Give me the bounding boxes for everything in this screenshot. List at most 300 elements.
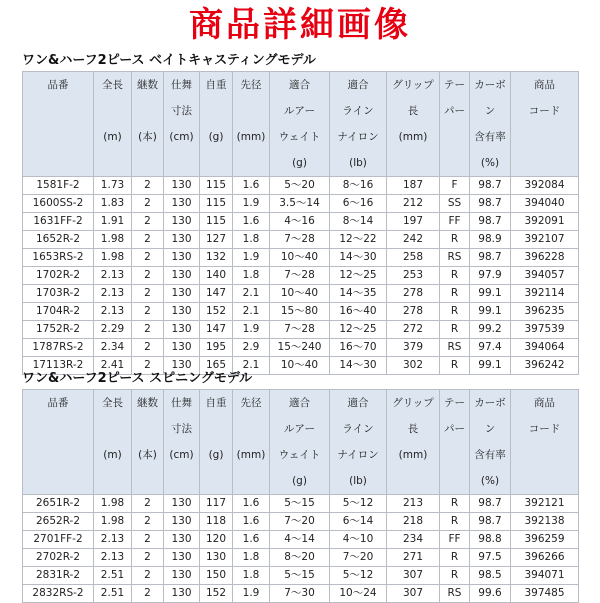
- cell-model: 1600SS-2: [23, 195, 94, 213]
- header-line: 寸法: [171, 105, 192, 117]
- cell-line-nylon: 16〜40: [330, 303, 387, 321]
- cell-lure-weight: 7〜20: [270, 513, 330, 531]
- header-line: 全長: [102, 397, 123, 409]
- table-row: [23, 567, 579, 585]
- header-line: パー: [444, 423, 465, 435]
- cell-tip-diameter: 2.1: [233, 357, 270, 375]
- cell-tip-diameter: 1.8: [233, 267, 270, 285]
- cell-tip-diameter: 1.9: [233, 321, 270, 339]
- cell-weight: 195: [200, 339, 233, 357]
- header-weight: [200, 390, 233, 495]
- header-line: [387, 468, 439, 494]
- cell-carbon: 98.8: [470, 531, 511, 549]
- header-grip-length: [387, 390, 440, 495]
- header-line: [132, 150, 163, 176]
- header-line: [200, 98, 232, 124]
- cell-lure-weight: 3.5〜14: [270, 195, 330, 213]
- header-line: [23, 416, 93, 442]
- cell-product-code: 397485: [511, 585, 579, 603]
- cell-carbon: 98.7: [470, 495, 511, 513]
- header-line: (g): [208, 131, 224, 143]
- header-line: (mm): [398, 449, 428, 461]
- header-line: (g): [292, 475, 307, 487]
- header-line: 寸法: [171, 423, 192, 435]
- cell-model: 2652R-2: [23, 513, 94, 531]
- cell-weight: 147: [200, 285, 233, 303]
- table-row: [23, 303, 579, 321]
- header-line: [23, 124, 93, 150]
- cell-taper: RS: [440, 249, 470, 267]
- header-pieces: [132, 390, 164, 495]
- cell-line-nylon: 12〜25: [330, 321, 387, 339]
- cell-tip-diameter: 1.8: [233, 567, 270, 585]
- cell-length: 1.98: [94, 231, 132, 249]
- cell-weight: 147: [200, 321, 233, 339]
- cell-pieces: 2: [132, 549, 164, 567]
- header-line: [132, 98, 163, 124]
- table-body: [23, 495, 579, 603]
- cell-grip-length: 197: [387, 213, 440, 231]
- cell-tip-diameter: 2.1: [233, 303, 270, 321]
- cell-line-nylon: 5〜12: [330, 567, 387, 585]
- cell-model: 1752R-2: [23, 321, 94, 339]
- cell-model: 1652R-2: [23, 231, 94, 249]
- cell-length: 1.91: [94, 213, 132, 231]
- cell-tip-diameter: 1.6: [233, 513, 270, 531]
- cell-model: 1653RS-2: [23, 249, 94, 267]
- header-line: [23, 468, 93, 494]
- header-line: 商品: [534, 397, 555, 409]
- cell-taper: R: [440, 495, 470, 513]
- cell-closed-length: 130: [164, 231, 200, 249]
- cell-grip-length: 272: [387, 321, 440, 339]
- cell-grip-length: 212: [387, 195, 440, 213]
- cell-lure-weight: 4〜16: [270, 213, 330, 231]
- cell-weight: 130: [200, 549, 233, 567]
- cell-pieces: 2: [132, 321, 164, 339]
- header-line: ライン: [342, 105, 374, 117]
- cell-grip-length: 302: [387, 357, 440, 375]
- header-line: (mm): [398, 131, 428, 143]
- header-line: 全長: [102, 79, 123, 91]
- cell-line-nylon: 6〜14: [330, 513, 387, 531]
- cell-pieces: 2: [132, 267, 164, 285]
- header-row: [23, 72, 579, 177]
- header-line: [200, 468, 232, 494]
- cell-taper: F: [440, 177, 470, 195]
- cell-carbon: 99.2: [470, 321, 511, 339]
- header-line: (m): [103, 131, 122, 143]
- cell-length: 1.83: [94, 195, 132, 213]
- header-line: [440, 150, 469, 176]
- cell-weight: 152: [200, 585, 233, 603]
- cell-closed-length: 130: [164, 549, 200, 567]
- cell-product-code: 392121: [511, 495, 579, 513]
- cell-model: 1581F-2: [23, 177, 94, 195]
- header-carbon: [470, 72, 511, 177]
- cell-length: 1.98: [94, 513, 132, 531]
- cell-weight: 150: [200, 567, 233, 585]
- header-line: [511, 150, 578, 176]
- cell-carbon: 98.7: [470, 213, 511, 231]
- cell-product-code: 392138: [511, 513, 579, 531]
- header-line: 品番: [47, 79, 69, 91]
- header-line: コード: [528, 423, 561, 435]
- header-line: 自重: [205, 79, 227, 91]
- cell-product-code: 392091: [511, 213, 579, 231]
- header-line: ナイロン: [337, 449, 379, 461]
- header-line: テー: [444, 79, 465, 91]
- cell-pieces: 2: [132, 177, 164, 195]
- cell-lure-weight: 7〜28: [270, 267, 330, 285]
- header-line: ウェイト: [278, 449, 321, 461]
- header-line: [23, 150, 93, 176]
- header-line: [511, 442, 578, 468]
- header-line: 長: [407, 423, 419, 435]
- cell-lure-weight: 7〜28: [270, 321, 330, 339]
- cell-model: 2701FF-2: [23, 531, 94, 549]
- header-line: パー: [444, 105, 465, 117]
- cell-closed-length: 130: [164, 357, 200, 375]
- table-row: [23, 213, 579, 231]
- header-length: [94, 72, 132, 177]
- cell-length: 2.13: [94, 531, 132, 549]
- cell-model: 2651R-2: [23, 495, 94, 513]
- header-line: 先径: [240, 397, 262, 409]
- header-line: [440, 468, 469, 494]
- cell-carbon: 99.1: [470, 303, 511, 321]
- page-title: 商品詳細画像: [189, 5, 411, 45]
- table-row: [23, 321, 579, 339]
- cell-carbon: 98.7: [470, 513, 511, 531]
- cell-pieces: 2: [132, 495, 164, 513]
- cell-pieces: 2: [132, 339, 164, 357]
- cell-taper: RS: [440, 585, 470, 603]
- cell-lure-weight: 7〜30: [270, 585, 330, 603]
- cell-pieces: 2: [132, 585, 164, 603]
- cell-line-nylon: 10〜24: [330, 585, 387, 603]
- header-line: [164, 468, 199, 494]
- cell-weight: 115: [200, 213, 233, 231]
- header-line: (%): [480, 157, 500, 169]
- header-line: 継数: [137, 79, 158, 91]
- cell-tip-diameter: 1.9: [233, 195, 270, 213]
- header-line: [132, 468, 163, 494]
- header-line: (g): [292, 157, 307, 169]
- cell-grip-length: 278: [387, 285, 440, 303]
- section-title-spinning: ワン&ハーフ2ピース スピニングモデル: [22, 371, 253, 386]
- cell-closed-length: 130: [164, 567, 200, 585]
- cell-model: 2831R-2: [23, 567, 94, 585]
- header-line: [132, 416, 163, 442]
- cell-closed-length: 130: [164, 195, 200, 213]
- cell-weight: 165: [200, 357, 233, 375]
- table-row: [23, 285, 579, 303]
- header-line: カーボ: [474, 79, 506, 91]
- cell-lure-weight: 7〜28: [270, 231, 330, 249]
- header-line: カーボ: [474, 397, 506, 409]
- cell-carbon: 98.7: [470, 249, 511, 267]
- header-line: [23, 442, 93, 468]
- header-line: (cm): [169, 131, 194, 143]
- table-row: [23, 339, 579, 357]
- cell-closed-length: 130: [164, 213, 200, 231]
- cell-product-code: 392107: [511, 231, 579, 249]
- cell-grip-length: 307: [387, 567, 440, 585]
- cell-tip-diameter: 1.9: [233, 585, 270, 603]
- cell-length: 1.73: [94, 177, 132, 195]
- header-line: [23, 98, 93, 124]
- header-length: [94, 390, 132, 495]
- header-carbon: [470, 390, 511, 495]
- cell-carbon: 99.1: [470, 285, 511, 303]
- header-line: ライン: [342, 423, 374, 435]
- cell-line-nylon: 6〜16: [330, 195, 387, 213]
- cell-pieces: 2: [132, 357, 164, 375]
- cell-tip-diameter: 1.8: [233, 549, 270, 567]
- header-line: [94, 416, 131, 442]
- header-line: ン: [484, 105, 496, 117]
- header-line: 適合: [289, 79, 310, 91]
- header-lure-weight: [270, 390, 330, 495]
- cell-carbon: 97.9: [470, 267, 511, 285]
- header-line: 仕舞: [171, 79, 192, 91]
- header-line: (cm): [169, 449, 194, 461]
- cell-taper: FF: [440, 213, 470, 231]
- cell-model: 1702R-2: [23, 267, 94, 285]
- cell-length: 2.13: [94, 267, 132, 285]
- header-line: 商品: [534, 79, 555, 91]
- table-row: [23, 177, 579, 195]
- header-line: ルアー: [283, 423, 316, 435]
- header-line: (mm): [236, 449, 266, 461]
- header-line: グリップ: [392, 79, 434, 91]
- cell-grip-length: 218: [387, 513, 440, 531]
- header-line: (m): [103, 449, 122, 461]
- cell-product-code: 394064: [511, 339, 579, 357]
- header-line: テー: [444, 397, 465, 409]
- cell-model: 1787RS-2: [23, 339, 94, 357]
- header-line: [511, 124, 578, 150]
- cell-closed-length: 130: [164, 267, 200, 285]
- header-line: ルアー: [283, 105, 316, 117]
- header-weight: [200, 72, 233, 177]
- header-taper: [440, 72, 470, 177]
- cell-pieces: 2: [132, 285, 164, 303]
- cell-weight: 118: [200, 513, 233, 531]
- spec-table-baitcasting: [22, 71, 579, 375]
- cell-line-nylon: 8〜14: [330, 213, 387, 231]
- header-line: 品番: [47, 397, 69, 409]
- cell-taper: R: [440, 357, 470, 375]
- cell-line-nylon: 12〜22: [330, 231, 387, 249]
- table-row: [23, 495, 579, 513]
- table-row: [23, 549, 579, 567]
- cell-length: 2.51: [94, 567, 132, 585]
- header-line: 仕舞: [171, 397, 192, 409]
- header-line: 先径: [240, 79, 262, 91]
- cell-line-nylon: 14〜30: [330, 249, 387, 267]
- header-line: (本): [138, 449, 157, 461]
- header-closed-length: [164, 72, 200, 177]
- cell-lure-weight: 4〜14: [270, 531, 330, 549]
- section-title-baitcasting: ワン&ハーフ2ピース ベイトキャスティングモデル: [22, 53, 316, 68]
- cell-lure-weight: 10〜40: [270, 357, 330, 375]
- cell-tip-diameter: 1.6: [233, 495, 270, 513]
- header-line: (lb): [349, 157, 367, 169]
- header-line-nylon: [330, 390, 387, 495]
- cell-product-code: 394040: [511, 195, 579, 213]
- table-row: [23, 249, 579, 267]
- cell-line-nylon: 5〜12: [330, 495, 387, 513]
- header-line: [200, 150, 232, 176]
- header-line-nylon: [330, 72, 387, 177]
- cell-product-code: 396228: [511, 249, 579, 267]
- header-tip-diameter: [233, 72, 270, 177]
- cell-closed-length: 130: [164, 303, 200, 321]
- cell-product-code: 397539: [511, 321, 579, 339]
- cell-tip-diameter: 1.6: [233, 213, 270, 231]
- cell-line-nylon: 8〜16: [330, 177, 387, 195]
- cell-product-code: 396235: [511, 303, 579, 321]
- header-model: [23, 72, 94, 177]
- header-line: ウェイト: [278, 131, 321, 143]
- cell-grip-length: 242: [387, 231, 440, 249]
- cell-model: 2832RS-2: [23, 585, 94, 603]
- cell-closed-length: 130: [164, 531, 200, 549]
- cell-taper: R: [440, 321, 470, 339]
- cell-pieces: 2: [132, 249, 164, 267]
- header-line: 適合: [347, 79, 369, 91]
- spec-table-spinning: [22, 389, 579, 603]
- cell-lure-weight: 5〜15: [270, 567, 330, 585]
- header-line: [233, 98, 269, 124]
- header-line: グリップ: [392, 397, 434, 409]
- header-line: (g): [208, 449, 224, 461]
- cell-grip-length: 278: [387, 303, 440, 321]
- header-closed-length: [164, 390, 200, 495]
- cell-taper: SS: [440, 195, 470, 213]
- cell-grip-length: 307: [387, 585, 440, 603]
- cell-taper: RS: [440, 339, 470, 357]
- cell-taper: R: [440, 567, 470, 585]
- header-line: 継数: [137, 397, 158, 409]
- cell-grip-length: 234: [387, 531, 440, 549]
- header-taper: [440, 390, 470, 495]
- cell-pieces: 2: [132, 531, 164, 549]
- cell-tip-diameter: 1.6: [233, 531, 270, 549]
- cell-taper: R: [440, 285, 470, 303]
- cell-weight: 115: [200, 177, 233, 195]
- cell-lure-weight: 15〜240: [270, 339, 330, 357]
- cell-lure-weight: 5〜15: [270, 495, 330, 513]
- header-line: [440, 124, 469, 150]
- header-line: 自重: [205, 397, 227, 409]
- cell-carbon: 99.1: [470, 357, 511, 375]
- header-line: 適合: [347, 397, 369, 409]
- header-line: [94, 150, 131, 176]
- cell-product-code: 392084: [511, 177, 579, 195]
- cell-model: 2702R-2: [23, 549, 94, 567]
- cell-grip-length: 187: [387, 177, 440, 195]
- cell-weight: 127: [200, 231, 233, 249]
- cell-weight: 140: [200, 267, 233, 285]
- cell-taper: R: [440, 303, 470, 321]
- cell-weight: 152: [200, 303, 233, 321]
- cell-line-nylon: 7〜20: [330, 549, 387, 567]
- cell-tip-diameter: 1.8: [233, 231, 270, 249]
- header-line: (mm): [236, 131, 266, 143]
- cell-tip-diameter: 2.1: [233, 285, 270, 303]
- header-line: [233, 468, 269, 494]
- table-row: [23, 513, 579, 531]
- cell-length: 2.51: [94, 585, 132, 603]
- cell-taper: R: [440, 513, 470, 531]
- cell-closed-length: 130: [164, 513, 200, 531]
- header-pieces: [132, 72, 164, 177]
- cell-carbon: 97.4: [470, 339, 511, 357]
- cell-tip-diameter: 1.6: [233, 177, 270, 195]
- cell-length: 1.98: [94, 495, 132, 513]
- cell-tip-diameter: 1.9: [233, 249, 270, 267]
- cell-taper: R: [440, 549, 470, 567]
- table-row: [23, 195, 579, 213]
- cell-lure-weight: 8〜20: [270, 549, 330, 567]
- cell-closed-length: 130: [164, 249, 200, 267]
- cell-taper: R: [440, 267, 470, 285]
- cell-lure-weight: 10〜40: [270, 285, 330, 303]
- cell-grip-length: 379: [387, 339, 440, 357]
- cell-product-code: 394057: [511, 267, 579, 285]
- header-line: 適合: [289, 397, 310, 409]
- cell-grip-length: 213: [387, 495, 440, 513]
- cell-length: 2.29: [94, 321, 132, 339]
- cell-line-nylon: 12〜25: [330, 267, 387, 285]
- header-line: 含有率: [474, 131, 506, 143]
- cell-model: 1704R-2: [23, 303, 94, 321]
- header-grip-length: [387, 72, 440, 177]
- cell-length: 2.13: [94, 549, 132, 567]
- cell-line-nylon: 14〜30: [330, 357, 387, 375]
- cell-pieces: 2: [132, 513, 164, 531]
- cell-closed-length: 130: [164, 321, 200, 339]
- header-line: ナイロン: [337, 131, 379, 143]
- cell-product-code: 394071: [511, 567, 579, 585]
- cell-taper: FF: [440, 531, 470, 549]
- header-product-code: [511, 390, 579, 495]
- header-line: [94, 98, 131, 124]
- cell-line-nylon: 4〜10: [330, 531, 387, 549]
- header-line: 長: [407, 105, 419, 117]
- cell-carbon: 98.9: [470, 231, 511, 249]
- header-product-code: [511, 72, 579, 177]
- cell-tip-diameter: 2.9: [233, 339, 270, 357]
- cell-lure-weight: 5〜20: [270, 177, 330, 195]
- cell-weight: 115: [200, 195, 233, 213]
- header-line: 含有率: [474, 449, 506, 461]
- cell-length: 1.98: [94, 249, 132, 267]
- cell-product-code: 396266: [511, 549, 579, 567]
- cell-pieces: 2: [132, 303, 164, 321]
- cell-carbon: 99.6: [470, 585, 511, 603]
- cell-closed-length: 130: [164, 585, 200, 603]
- cell-line-nylon: 16〜70: [330, 339, 387, 357]
- cell-weight: 132: [200, 249, 233, 267]
- header-lure-weight: [270, 72, 330, 177]
- cell-closed-length: 130: [164, 285, 200, 303]
- cell-carbon: 98.7: [470, 195, 511, 213]
- header-line: [94, 468, 131, 494]
